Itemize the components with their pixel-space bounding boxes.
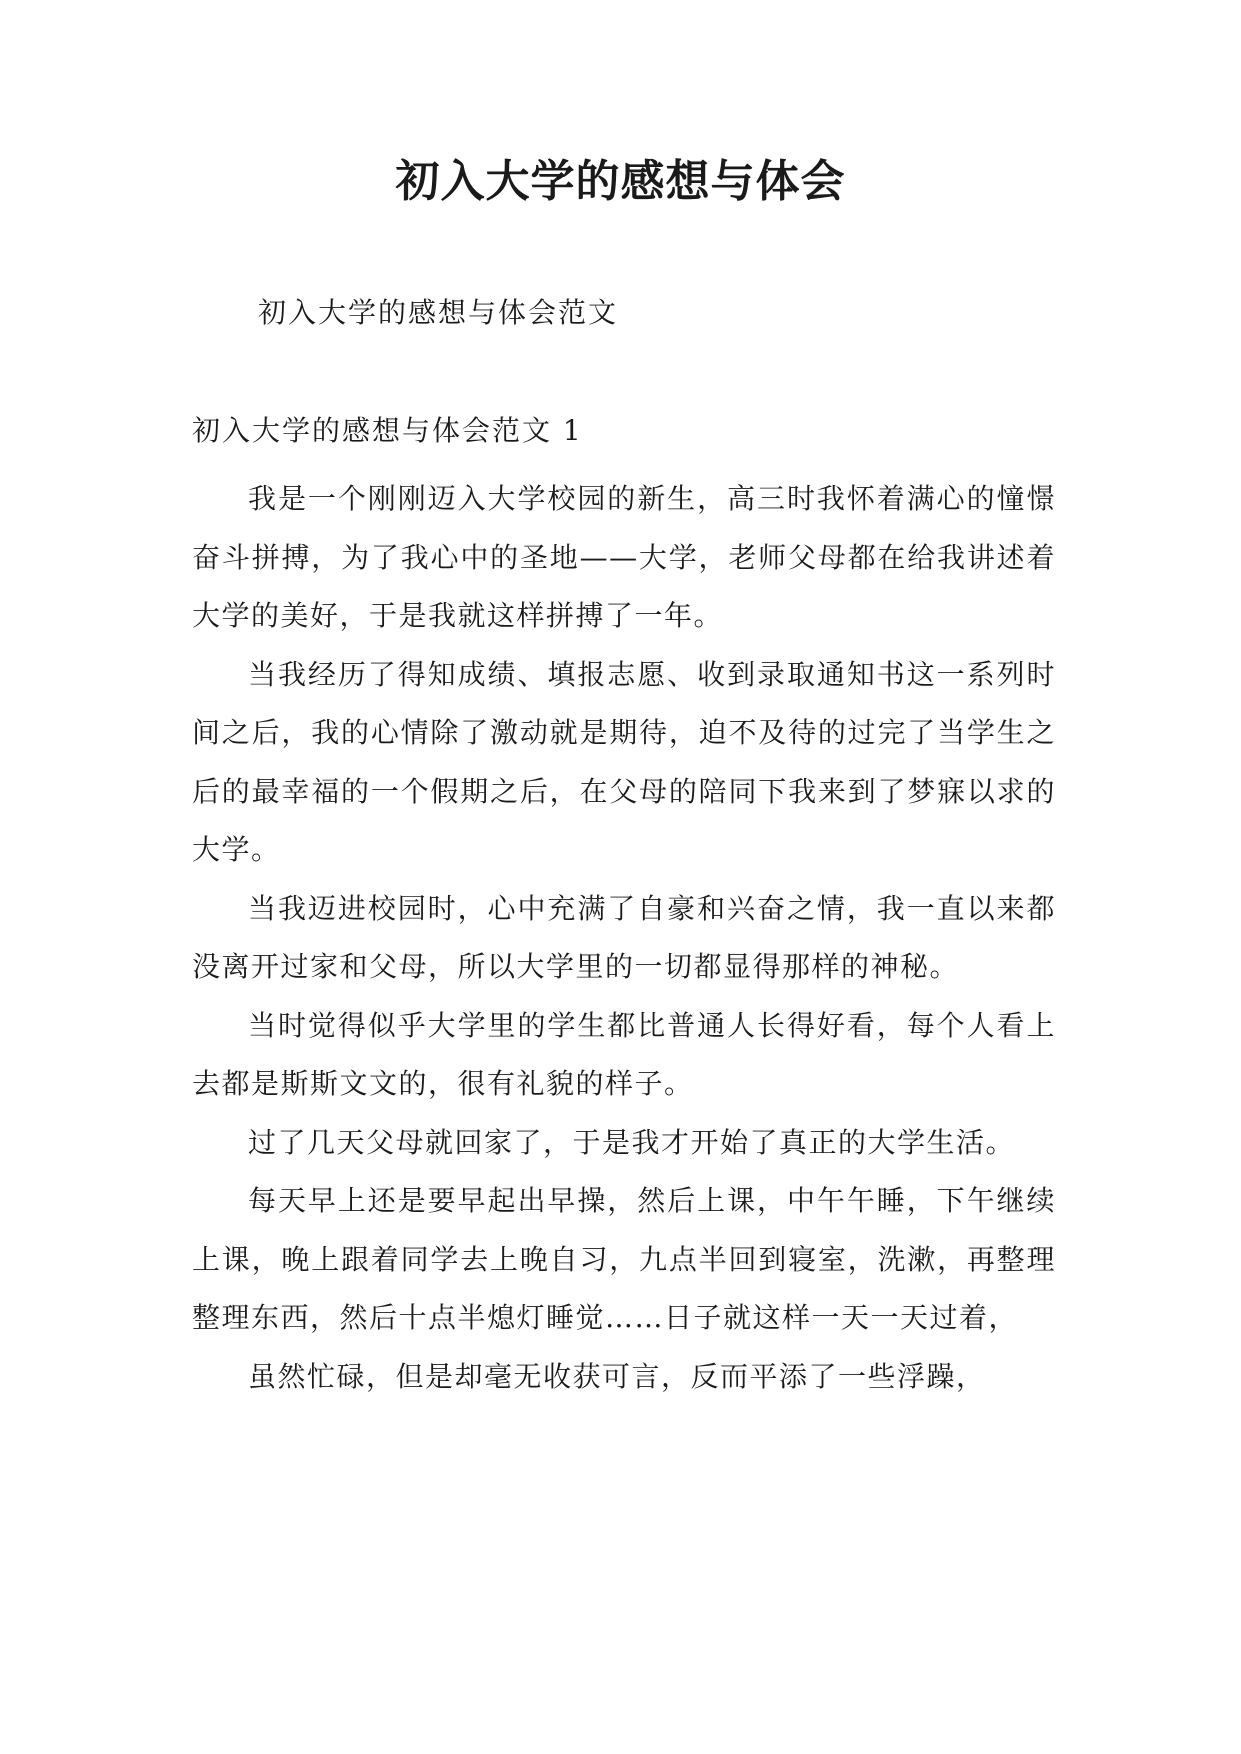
paragraph: 当时觉得似乎大学里的学生都比普通人长得好看，每个人看上去都是斯斯文文的，很有礼貌的样子。 xyxy=(192,1008,1056,1100)
paragraph: 虽然忙碌，但是却毫无收获可言，反而平添了一些浮躁， xyxy=(248,1359,986,1393)
paragraph: 每天早上还是要早起出早操，然后上课，中午午睡，下午继续上课，晚上跟着同学去上晚自习，九点半回到寝室，洗漱，再整理整理东西，然后十点半熄灯睡觉……日子就这样一天一天过着， xyxy=(192,1184,1056,1334)
document-subtitle: 初入大学的感想与体会范文 xyxy=(258,296,619,329)
paragraph: 我是一个刚刚迈入大学校园的新生，高三时我怀着满心的憧憬奋斗拼搏，为了我心中的圣地——大学，老师父母都在给我讲述着大学的美好，于是我就这样拼搏了一年。 xyxy=(192,482,1056,632)
paragraph: 过了几天父母就回家了，于是我才开始了真正的大学生活。 xyxy=(248,1125,1016,1159)
section-heading: 初入大学的感想与体会范文 1 xyxy=(192,414,583,447)
document-title: 初入大学的感想与体会 xyxy=(395,156,846,207)
paragraph: 当我经历了得知成绩、填报志愿、收到录取通知书这一系列时间之后，我的心情除了激动就是期待，迫不及待的过完了当学生之后的最幸福的一个假期之后，在父母的陪同下我来到了梦寐以求的大学。 xyxy=(192,657,1056,866)
document-body xyxy=(192,470,1056,1406)
paragraph: 当我迈进校园时，心中充满了自豪和兴奋之情，我一直以来都没离开过家和父母，所以大学里的一切都显得那样的神秘。 xyxy=(192,891,1056,983)
